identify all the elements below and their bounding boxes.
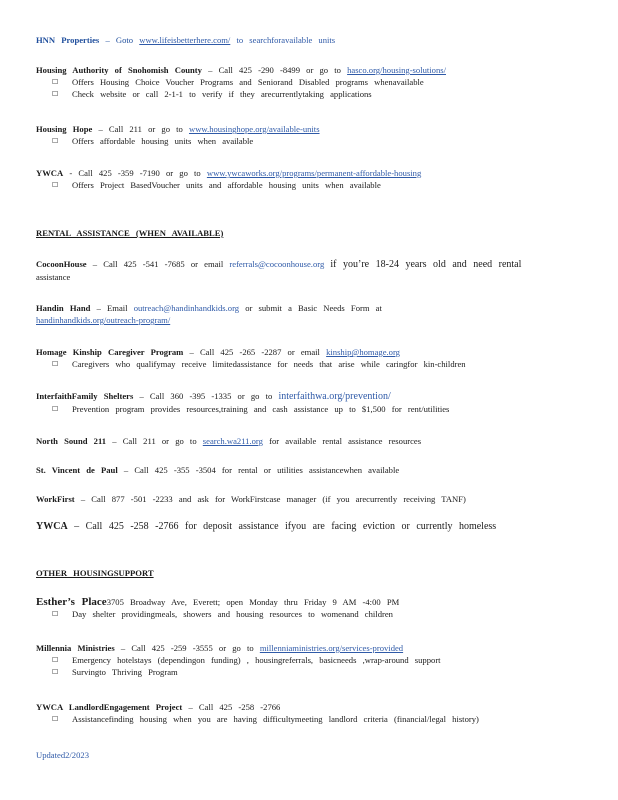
handinhand-link[interactable]: handinhandkids.org/outreach-program/	[36, 315, 171, 325]
text-line	[36, 302, 581, 314]
list-item-text: Day shelter providingmeals, showers and housing resources to womenand children	[72, 609, 393, 619]
entry-name: WorkFirst	[36, 494, 75, 504]
list-item-text: Check website or call 2-1-1 to verify if they arecurrentlytaking applications	[72, 89, 372, 99]
hnn-link[interactable]: www.lifeisbetterhere.com/	[139, 35, 231, 45]
entry-ywca-deposit	[36, 521, 581, 533]
list-item-text: Survingto Thriving Program	[72, 667, 178, 677]
entry-name: HNN Properties	[36, 35, 100, 45]
list-item	[36, 654, 581, 666]
list-item	[36, 358, 581, 370]
checkbox-bullet-icon: ☐	[52, 656, 59, 664]
list-item	[36, 179, 581, 191]
entry-name: North Sound 211	[36, 436, 107, 446]
checkbox-bullet-icon: ☐	[52, 405, 59, 413]
cocoon-email-link[interactable]: referrals@cocoonhouse.org	[229, 259, 325, 269]
list-item	[36, 88, 581, 100]
entry-text: – Call 425 -258 -2766	[188, 702, 281, 712]
text-line	[36, 314, 581, 326]
entry-st-vincent	[36, 464, 581, 476]
entry-text: – Call 425 -355 -3504 for rental or utilities assistancewhen available	[123, 465, 400, 475]
list-item-text: Offers Housing Choice Voucher Programs and Seniorand Disabled programs whenavailable	[72, 77, 424, 87]
entry-cocoon-house	[36, 258, 581, 283]
entry-esthers-place	[36, 596, 581, 620]
entry-text: – Call 360 -395 -1335 or go to	[139, 391, 273, 401]
millennia-link[interactable]: millenniaministries.org/services-provided	[259, 643, 404, 653]
checkbox-bullet-icon: ☐	[52, 78, 59, 86]
entry-name: YWCA LandlordEngagement Project	[36, 702, 183, 712]
text-line	[36, 596, 581, 608]
entry-homage	[36, 346, 581, 370]
entry-hnn	[36, 34, 581, 46]
housinghope-link[interactable]: www.housinghope.org/available-units	[188, 124, 320, 134]
interfaith-link[interactable]: interfaithwa.org/prevention/	[278, 391, 391, 402]
text-line	[36, 390, 581, 403]
entry-text: – Call 211 or go to	[112, 436, 197, 446]
entry-text: to searchforavailable units	[236, 35, 336, 45]
checkbox-bullet-icon: ☐	[52, 715, 59, 723]
updated-footer: Updated2/2023	[36, 750, 89, 760]
entry-text: - Call 425 -359 -7190 or go to	[69, 168, 201, 178]
entry-ywca	[36, 167, 581, 191]
checkbox-bullet-icon: ☐	[52, 181, 59, 189]
entry-interfaith	[36, 390, 581, 415]
entry-ywca-landlord	[36, 701, 581, 725]
entry-text: – Call 425 -259 -3555 or go to	[120, 643, 254, 653]
handinhand-email-link[interactable]: outreach@handinhandkids.org	[133, 303, 240, 313]
entry-text: 3705 Broadway Ave, Everett; open Monday thru Friday 9 AM -4:00 PM	[106, 597, 400, 607]
entry-north-sound-211	[36, 435, 581, 447]
checkbox-bullet-icon: ☐	[52, 360, 59, 368]
list-item-text: Assistancefinding housing when you are having difficultymeeting landlord criteria (financial/legal history)	[72, 714, 479, 724]
list-item-text: Prevention program provides resources,training and cash assistance up to $1,500 for rent/utilities	[72, 404, 450, 414]
section-heading-other: OTHER HOUSINGSUPPORT	[36, 568, 154, 578]
text-line	[36, 123, 581, 135]
list-item-text: Emergency hotelstays (dependingon funding) , housingreferrals, basicneeds ,wrap-around support	[72, 655, 441, 665]
section-heading-rental: RENTAL ASSISTANCE (WHEN AVAILABLE)	[36, 228, 224, 238]
entry-name: Housing Authority of Snohomish County	[36, 65, 202, 75]
entry-name: InterfaithFamily Shelters	[36, 391, 134, 401]
entry-name: Housing Hope	[36, 124, 93, 134]
entry-text: for available rental assistance resources	[269, 436, 422, 446]
entry-housing-hope	[36, 123, 581, 147]
entry-text: – Call 425 -265 -2287 or email	[189, 347, 320, 357]
entry-text: – Call 211 or go to	[98, 124, 183, 134]
entry-name: YWCA	[36, 168, 64, 178]
list-item-text: Offers Project BasedVoucher units and affordable housing units when available	[72, 180, 381, 190]
checkbox-bullet-icon: ☐	[52, 610, 59, 618]
entry-text: – Goto	[105, 35, 134, 45]
checkbox-bullet-icon: ☐	[52, 90, 59, 98]
entry-housing-authority	[36, 64, 581, 100]
entry-text: assistance	[36, 272, 71, 282]
entry-text: – Call 877 -501 -2233 and ask for WorkFirstcase manager (if you arecurrently receiving TANF)	[80, 494, 466, 504]
homage-email-link[interactable]: kinship@homage.org	[326, 347, 400, 357]
entry-text: – Call 425 -290 -8499 or go to	[208, 65, 341, 75]
entry-text: – Call 425 -258 -2766 for deposit assistance ifyou are facing eviction or currently homeless	[74, 521, 497, 532]
text-line	[36, 64, 581, 76]
entry-name: Handin Hand	[36, 303, 91, 313]
list-item	[36, 713, 581, 725]
entry-name: Millennia Ministries	[36, 643, 115, 653]
entry-text: if you’re 18-24 years old and need rental	[330, 259, 522, 270]
wa211-link[interactable]: search.wa211.org	[202, 436, 263, 446]
list-item-text: Caregivers who qualifymay receive limitedassistance for needs that arise while caringfor kin-children	[72, 359, 466, 369]
text-line	[36, 167, 581, 179]
entry-name: YWCA	[36, 521, 68, 532]
entry-millennia-ministries	[36, 642, 581, 678]
checkbox-bullet-icon: ☐	[52, 137, 59, 145]
entry-name: St. Vincent de Paul	[36, 465, 118, 475]
entry-name: Esther’s Place	[36, 596, 107, 608]
hasco-link[interactable]: hasco.org/housing-solutions/	[347, 65, 446, 75]
ywca-link[interactable]: www.ywcaworks.org/programs/permanent-affordable-housing	[206, 168, 422, 178]
list-item-text: Offers affordable housing units when available	[72, 136, 254, 146]
entry-workfirst	[36, 493, 581, 505]
entry-hand-in-hand	[36, 302, 581, 326]
text-line	[36, 701, 581, 713]
list-item	[36, 666, 581, 678]
entry-name: CocoonHouse	[36, 259, 87, 269]
text-line	[36, 258, 581, 271]
list-item	[36, 403, 581, 415]
list-item	[36, 135, 581, 147]
text-line	[36, 642, 581, 654]
entry-name: Homage Kinship Caregiver Program	[36, 347, 184, 357]
entry-text: – Email	[96, 303, 128, 313]
text-line	[36, 346, 581, 358]
list-item	[36, 76, 581, 88]
list-item	[36, 608, 581, 620]
checkbox-bullet-icon: ☐	[52, 668, 59, 676]
entry-text: – Call 425 -541 -7685 or email	[92, 259, 224, 269]
entry-text: or submit a Basic Needs Form at	[245, 303, 382, 313]
